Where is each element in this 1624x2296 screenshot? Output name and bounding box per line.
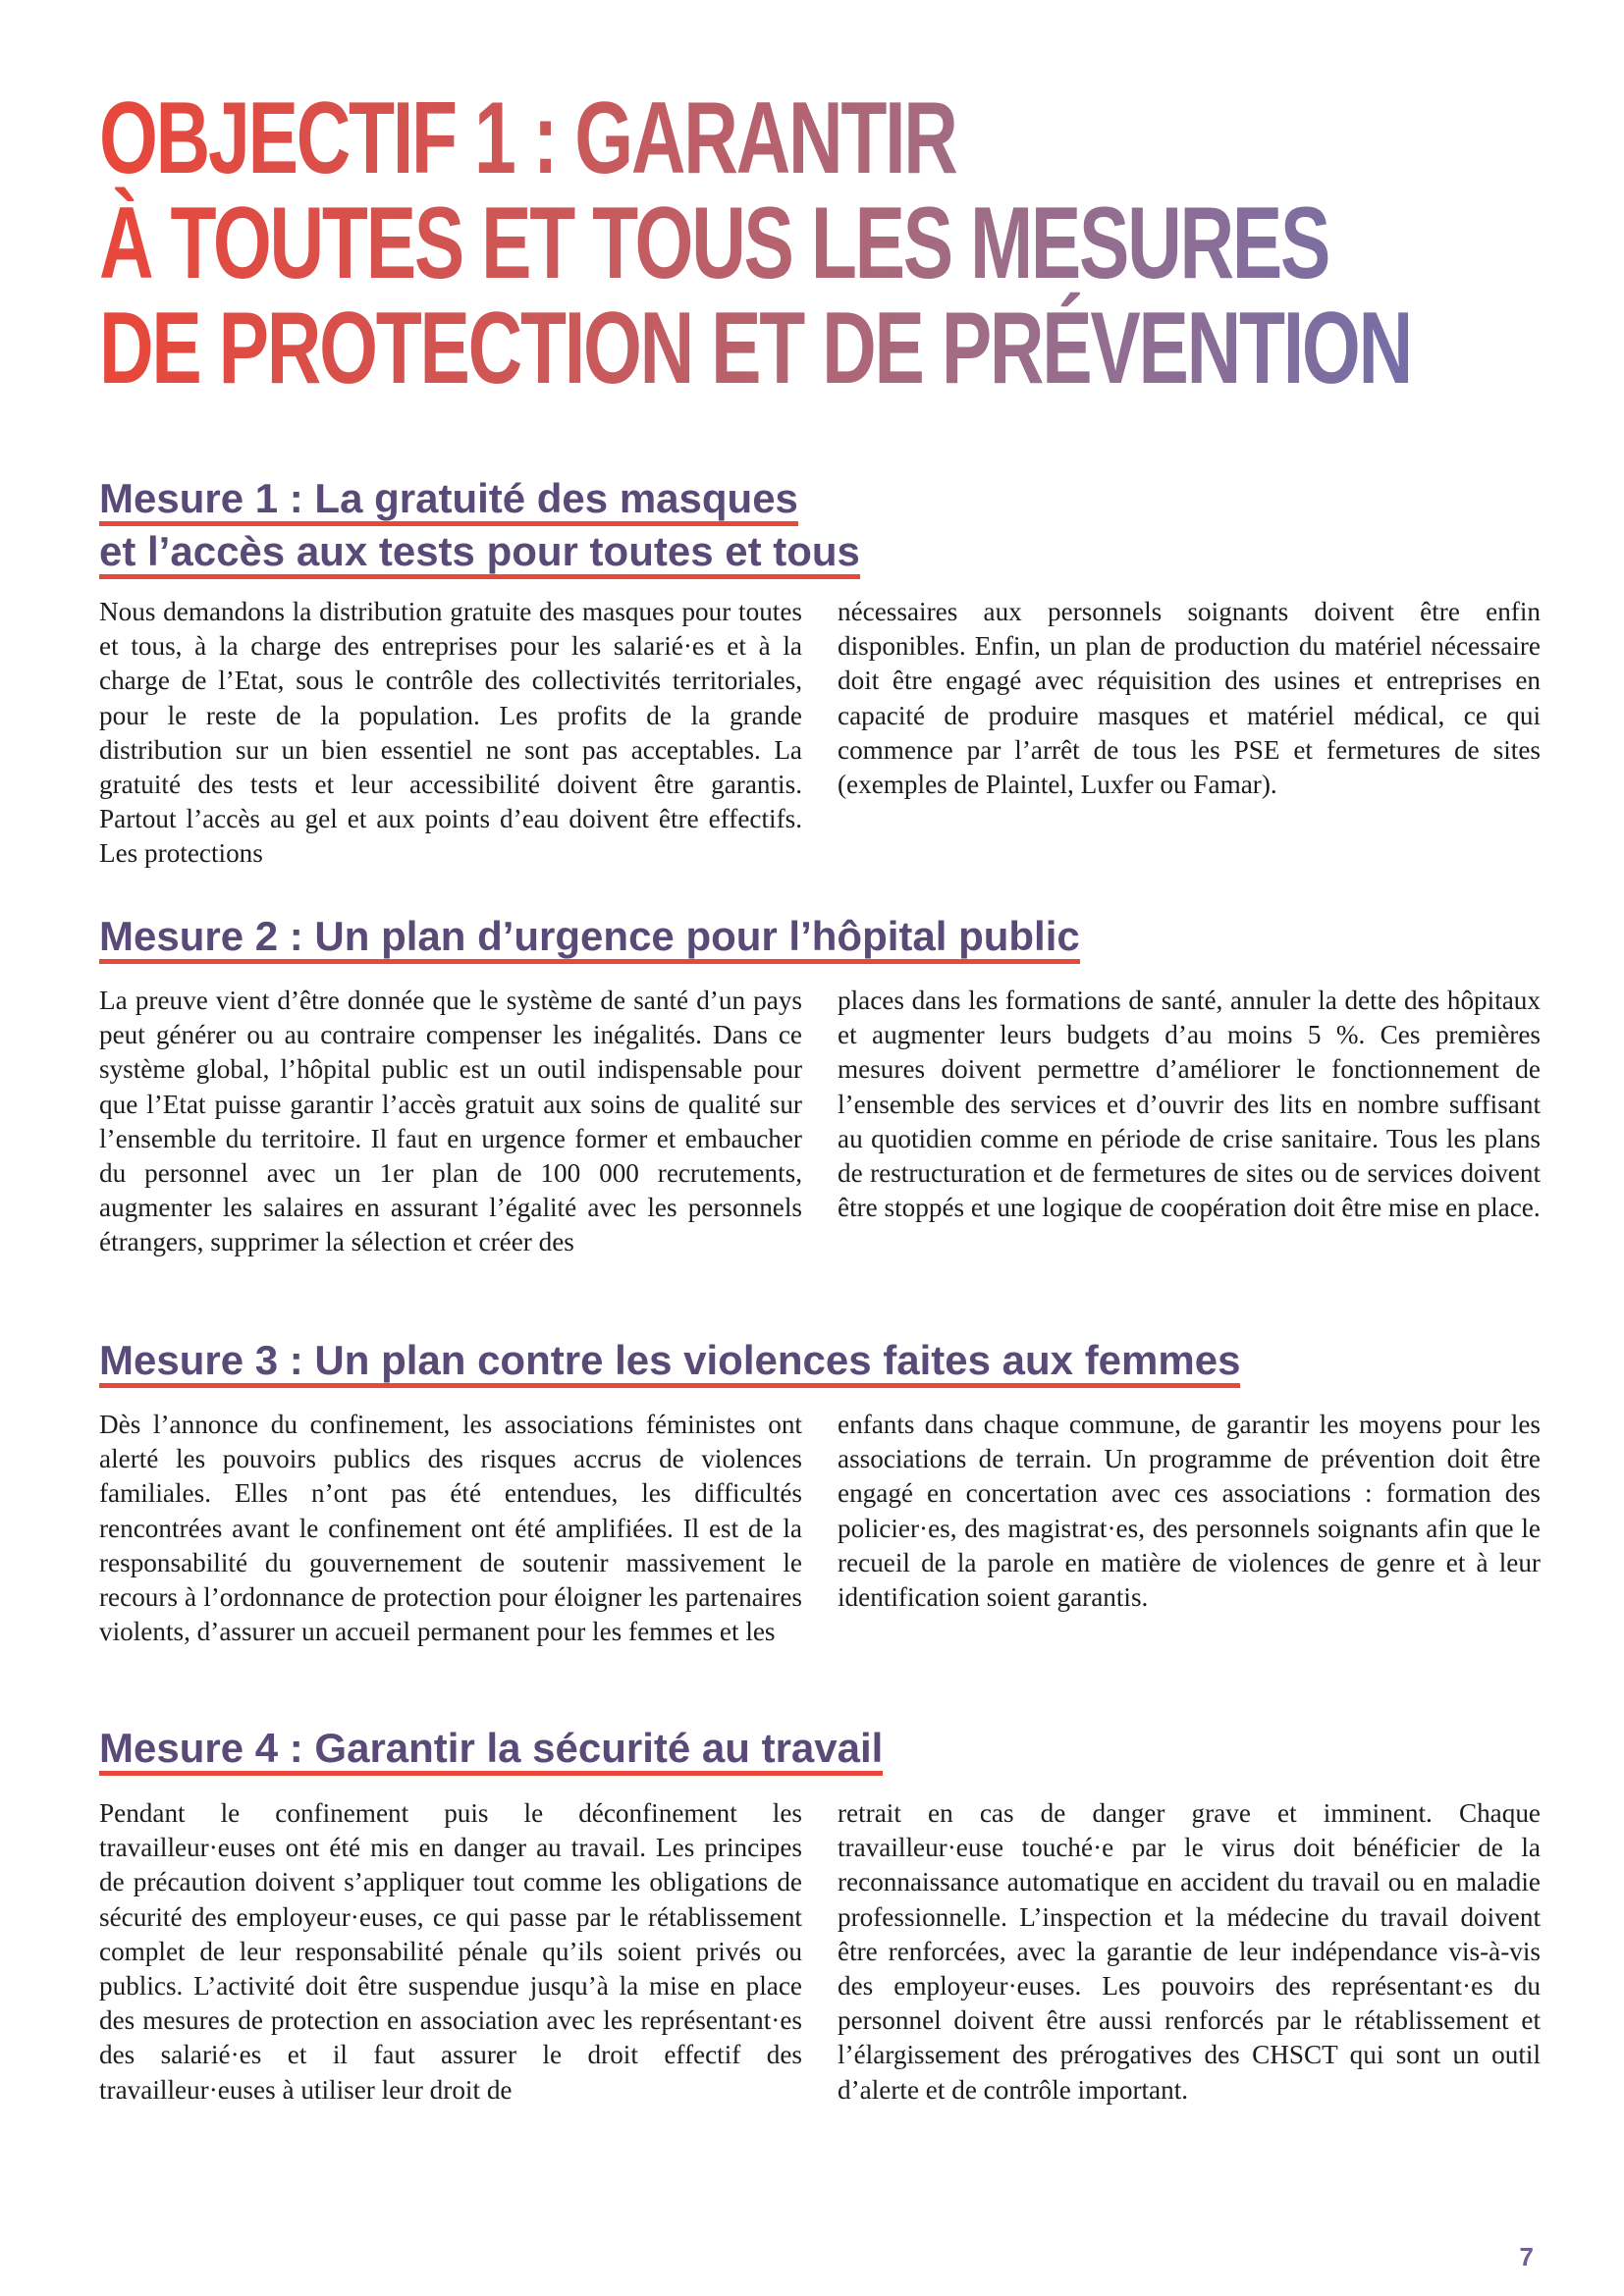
title-line-3: DE PROTECTION ET DE PRÉVENTION: [99, 292, 1411, 405]
measure-3-text-left: Dès l’annonce du confinement, les associations féministes ont alerté les pouvoirs publics des risques accrus de violences familiales. Elles n’ont pas été entendues, les difficultés rencontrées avant le confinement ont été amplifiées. Il est de la responsabilité du gouvernement de soutenir massivement le recours à l’ordonnance de protection pour éloigner les partenaires violents, d’assurer un accueil permanent pour les femmes et les: [99, 1410, 802, 1647]
page-title: [99, 81, 1523, 405]
measure-4-heading: [99, 1723, 883, 1776]
measure-2-heading: [99, 911, 1080, 964]
measure-4-text-right: retrait en cas de danger grave et imminent. Chaque travailleur·euse touché·e par le virus doit bénéficier de la reconnaissance automatique en accident du travail ou en maladie professionnelle. L’inspection et la médecine du travail doivent être renforcées, avec la garantie de leur indépendance vis-à-vis des employeur·euses. Les pouvoirs des représentant·es du personnel doivent être aussi renforcés par le rétablissement et l’élargissement des prérogatives des CHSCT qui sont un outil d’alerte et de contrôle important.: [838, 1798, 1541, 2105]
measure-2-text-right: places dans les formations de santé, annuler la dette des hôpitaux et augmenter leurs budgets d’au moins 5 %. Ces premières mesures doivent permettre d’améliorer le fonctionnement de l’ensemble des services et d’ouvrir des lits en nombre suffisant au quotidien comme en période de crise sanitaire. Tous les plans de restructuration et de fermetures de sites ou de services doivent être stoppés et une logique de coopération doit être mise en place.: [838, 986, 1541, 1223]
title-line-1: OBJECTIF 1 : GARANTIR: [99, 81, 956, 195]
measure-3-heading: [99, 1335, 1240, 1388]
measure-1-heading-line-2: et l’accès aux tests pour toutes et tous: [99, 529, 860, 579]
measure-1-text-left: Nous demandons la distribution gratuite des masques pour toutes et tous, à la charge des entreprises pour les salarié·es et à la charge de l’Etat, sous le contrôle des collectivités territoriales, pour le reste de la population. Les profits de la grande distribution sur un bien essentiel ne sont pas acceptables. La gratuité des tests et leur accessibilité doivent être garantis. Partout l’accès au gel et aux points d’eau doivent être effectifs. Les protections: [99, 597, 802, 869]
page-number: 7: [1519, 2242, 1534, 2271]
measure-3-text-right: enfants dans chaque commune, de garantir les moyens pour les associations de terrain. Un programme de prévention doit être engagé en concertation avec ces associations : formation des policier·es, des magistrat·es, des personnels soignants afin que le recueil de la parole en matière de violences de genre et à leur identification soient garantis.: [838, 1410, 1541, 1613]
measure-1-heading-line-1: Mesure 1 : La gratuité des masques: [99, 476, 798, 526]
measure-2-heading-line-1: Mesure 2 : Un plan d’urgence pour l’hôpital public: [99, 914, 1080, 964]
title-line-2: À TOUTES ET TOUS LES MESURES: [99, 187, 1329, 300]
measure-1-text-right: nécessaires aux personnels soignants doivent être enfin disponibles. Enfin, un plan de production du matériel nécessaire doit être engagé avec réquisition des usines et entreprises en capacité de produire masques et matériel médical, ce qui commence par l’arrêt de tous les PSE et fermetures de sites (exemples de Plaintel, Luxfer ou Famar).: [838, 597, 1541, 800]
measure-2-text-left: La preuve vient d’être donnée que le système de santé d’un pays peut générer ou au contraire compenser les inégalités. Dans ce système global, l’hôpital public est un outil indispensable pour que l’Etat puisse garantir l’accès gratuit aux soins de qualité sur l’ensemble du territoire. Il faut en urgence former et embaucher du personnel avec un 1er plan de 100 000 recrutements, augmenter les salaires en assurant l’égalité avec les personnels étrangers, supprimer la sélection et créer des: [99, 986, 802, 1257]
measure-3-heading-line-1: Mesure 3 : Un plan contre les violences faites aux femmes: [99, 1338, 1240, 1388]
measure-4-heading-line-1: Mesure 4 : Garantir la sécurité au travail: [99, 1726, 883, 1776]
measure-1-heading: [99, 473, 860, 579]
measure-4-text-left: Pendant le confinement puis le déconfinement les travailleur·euses ont été mis en danger au travail. Les principes de précaution doivent s’appliquer tout comme les obligations de sécurité des employeur·euses, ce qui passe par le rétablissement complet de leur responsabilité pénale qu’ils soient privés ou publics. L’activité doit être suspendue jusqu’à la mise en place des mesures de protection en association avec les représentant·es des salarié·es et il faut assurer le droit effectif des travailleur·euses à utiliser leur droit de: [99, 1798, 802, 2105]
